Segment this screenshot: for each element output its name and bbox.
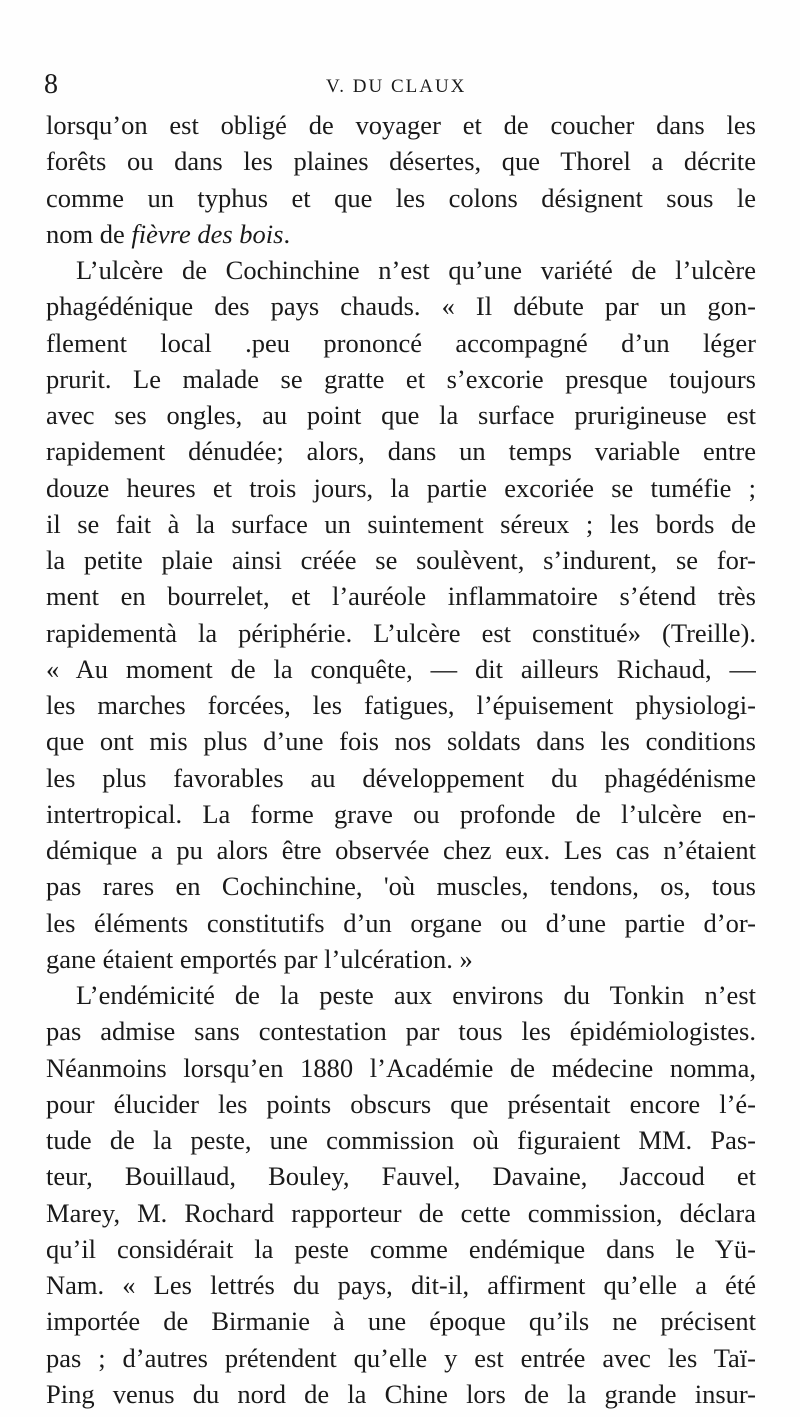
text-line: tude de la peste, une commission où figuraient MM. Pas- xyxy=(46,1125,756,1155)
text-line: rapidement dénudée; alors, dans un temps variable entre xyxy=(46,436,756,467)
italic-phrase: fièvre des bois xyxy=(131,218,284,249)
text-line: il se fait à la surface un suintement séreux ; les bords de xyxy=(46,508,756,539)
text-line: pas ; d’autres prétendent qu’elle y est entrée avec les Taï- xyxy=(46,1342,756,1373)
text-line: les plus favorables au développement du phagédénisme xyxy=(46,762,756,793)
text-line: forêts ou dans les plaines désertes, que Thorel a décrite xyxy=(46,146,756,177)
text-line: pas admise sans contestation par tous les épidémiologistes. xyxy=(46,1016,756,1047)
text-line: rapidementà la périphérie. L’ulcère est constitué» (Treille). xyxy=(46,617,756,648)
paragraph-first-line: L’endémicité de la peste aux environs du Tonkin n’est xyxy=(76,980,756,1010)
text-line: Néanmoins lorsqu’en 1880 l’Académie de médecine nomma, xyxy=(46,1052,756,1083)
text-line: lorsqu’on est obligé de voyager et de coucher dans les xyxy=(46,110,756,140)
text-line: importée de Birmanie à une époque qu’ils ne précisent xyxy=(46,1306,756,1337)
text-line: pas rares en Cochinchine, 'où muscles, tendons, os, tous xyxy=(46,871,756,902)
text-line: comme un typhus et que les colons désignent sous le xyxy=(46,182,756,213)
text-line: douze heures et trois jours, la partie excoriée se tuméfie ; xyxy=(46,472,756,503)
text-line: démique a pu alors être observée chez eux. Les cas n’étaient xyxy=(46,835,756,865)
text-line: Ping venus du nord de la Chine lors de la grande insur- xyxy=(46,1378,756,1409)
text-line: intertropical. La forme grave ou profonde de l’ulcère en- xyxy=(46,798,756,829)
text-line: les éléments constitutifs d’un organe ou d’une partie d’or- xyxy=(46,907,756,938)
text-line: qu’il considérait la peste comme endémique dans le Yü- xyxy=(46,1233,756,1264)
text-line: prurit. Le malade se gratte et s’excorie presque toujours xyxy=(46,363,756,394)
text-line: flement local .peu prononcé accompagné d’un léger xyxy=(46,327,756,358)
text-line: avec ses ongles, au point que la surface prurigineuse est xyxy=(46,400,756,430)
text-line: Nam. « Les lettrés du pays, dit-il, affirment qu’elle a été xyxy=(46,1270,756,1300)
text-line: « Au moment de la conquête, — dit ailleurs Richaud, — xyxy=(46,653,756,684)
paragraph-first-line: L’ulcère de Cochinchine n’est qu’une variété de l’ulcère xyxy=(76,255,756,285)
text-line: gane étaient emportés par l’ulcération. » xyxy=(46,943,473,974)
text-line: teur, Bouillaud, Bouley, Fauvel, Davaine, Jaccoud et xyxy=(46,1161,756,1192)
text-line: les marches forcées, les fatigues, l’épuisement physiologi- xyxy=(46,690,756,720)
text-run: nom de xyxy=(46,218,132,249)
text-line: Marey, M. Rochard rapporteur de cette commission, déclara xyxy=(46,1197,756,1228)
running-head: V. DU CLAUX xyxy=(326,76,467,97)
text-line: phagédénique des pays chauds. « Il débute par un gon- xyxy=(46,291,756,322)
page-number: 8 xyxy=(44,69,58,100)
text-line xyxy=(46,216,756,252)
text-line: la petite plaie ainsi créée se soulèvent, s’indurent, se for- xyxy=(46,545,756,575)
text-line: que ont mis plus d’une fois nos soldats dans les conditions xyxy=(46,726,756,757)
text-run: . xyxy=(283,218,291,249)
text-line: ment en bourrelet, et l’auréole inflammatoire s’étend très xyxy=(46,581,756,612)
text-line: pour élucider les points obscurs que présentait encore l’é- xyxy=(46,1088,756,1119)
body-text xyxy=(46,107,756,1412)
